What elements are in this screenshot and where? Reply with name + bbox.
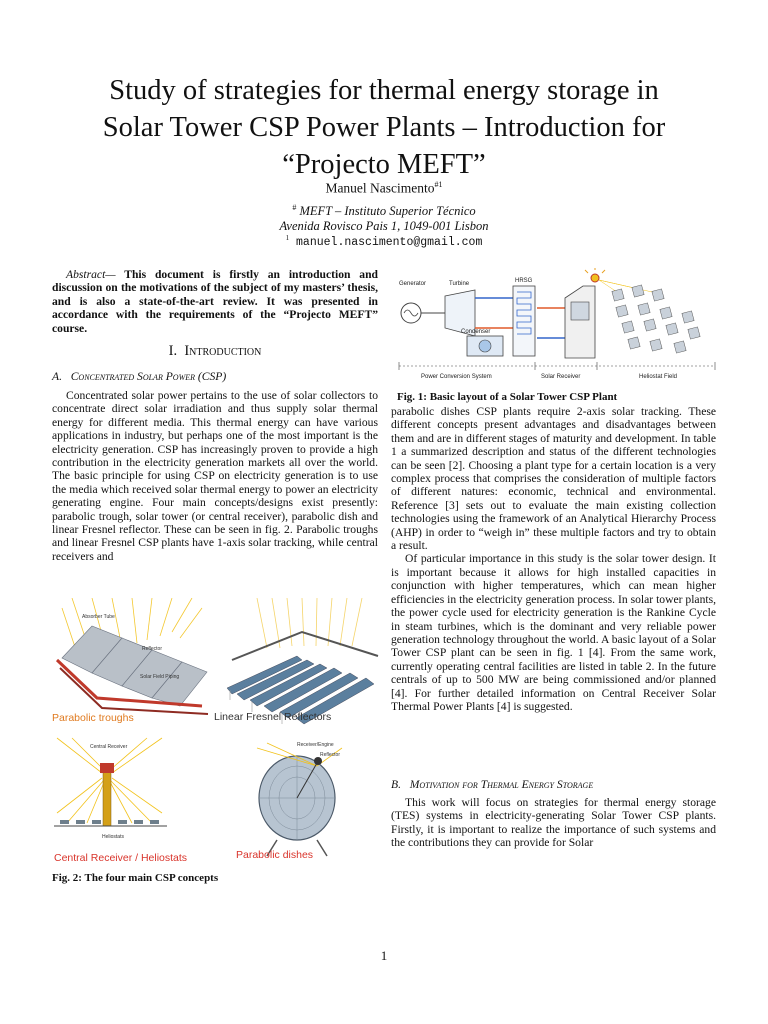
affiliation bbox=[0, 200, 768, 234]
label-solar-field-piping: Solar Field Piping bbox=[140, 674, 180, 680]
email-line bbox=[0, 234, 768, 249]
label-hrsg: HRSG bbox=[515, 278, 533, 284]
right-column-text bbox=[391, 405, 716, 713]
label-linear-fresnel: Linear Fresnel Reflectors bbox=[214, 711, 332, 723]
section-title: Introduction bbox=[184, 343, 262, 359]
subsection-letter: A. bbox=[52, 370, 62, 383]
affil-line-2: Avenida Rovisco Pais 1, 1049-001 Lisbon bbox=[279, 219, 489, 234]
label-turbine: Turbine bbox=[449, 281, 470, 287]
label-receiver-engine: Receiver/Engine bbox=[297, 742, 334, 748]
author-email[interactable]: manuel.nascimento@gmail.com bbox=[296, 235, 483, 249]
paragraph: Concentrated solar power pertains to the use of solar collectors to concentrate direct solar irradiation and thus supply solar thermal energy for different media. This thermal energy can have various applications in industry, but perhaps one of the most important is the electricity generation. CSP has increasingly proven to provide a high contribution in the electricity generation markets all over the world. The basic principle for using CSP on electricity generation is to use the media which received solar thermal energy to power an electricity generating engine. Four main concepts/designs exist presently: parabolic trough, solar tower (or central receiver), parabolic dish and linear Fresnel reflector. These can be seen in fig. 2. Parabolic troughs and linear Fresnel CSP plants have 1-axis solar tracking, while central receivers and bbox=[52, 389, 378, 563]
label-condenser: Condenser bbox=[461, 329, 491, 335]
subsection-heading-csp bbox=[52, 370, 378, 383]
fig1-caption: Fig. 1: Basic layout of a Solar Tower CSP Plant bbox=[397, 391, 618, 403]
abstract-label: Abstract— bbox=[66, 268, 116, 281]
label-generator: Generator bbox=[399, 281, 427, 287]
page-number: 1 bbox=[380, 948, 388, 963]
parabolic-trough-illustration bbox=[52, 598, 208, 724]
section-number: I. bbox=[168, 343, 178, 359]
paragraph: Of particular importance in this study is the solar tower design. It is important because it allows for high installed capacities in conjunction with higher temperatures, which can mean higher efficiencies in the electricity generation process. In solar tower plants, the power cycle used for electricity generation is the Rankine Cycle in steam turbines, which is the dominant and very reliable power generation technology throughout the world. A basic layout of a Solar Tower CSP plant can be seen in fig. 1 [4]. From the same work, currently operating central facilities are listed in table 2. In the future centrals of up to 500 MW are being commissioned and/or planned [4]. For further detailed information on Central Receiver Solar Thermal Power Plants [4] is suggested. bbox=[391, 552, 716, 713]
linear-fresnel-illustration bbox=[214, 598, 378, 724]
label-solar-receiver: Solar Receiver bbox=[541, 374, 581, 380]
fig1-solar-tower-layout bbox=[395, 268, 725, 386]
label-parabolic-troughs: Parabolic troughs bbox=[52, 712, 134, 724]
affil-line-1: MEFT – Instituto Superior Técnico bbox=[299, 204, 476, 219]
label-heliostats-small: Heliostats bbox=[102, 834, 124, 840]
label-reflector-2: Reflector bbox=[320, 752, 341, 758]
subsection-title: Concentrated Solar Power (CSP) bbox=[70, 370, 227, 383]
title-line-1: Study of strategies for thermal energy storage in bbox=[109, 75, 659, 106]
author-mark: #1 bbox=[434, 180, 443, 189]
label-parabolic-dishes: Parabolic dishes bbox=[236, 849, 314, 861]
label-central-receiver-small: Central Receiver bbox=[90, 744, 128, 750]
paragraph: parabolic dishes CSP plants require 2-axis solar tracking. These different concepts present advantages and disadvantages between them and are in different stages of maturity and development. In table 1 a summarized description and status of the different technologies can be seen [2]. Choosing a plant type for a certain location is a very complex process that comprises the consideration of multiple factors of different natures: economic, technical and environmental. Reference [3] sets out to evaluate the main existing collection technologies using the framework of an Analytical Hierarchy Process (AHP) in order to “weigh in” these multiple factors and try to obtain a result. bbox=[391, 405, 716, 553]
subsection-heading-tes bbox=[391, 778, 716, 791]
fig2-caption: Fig. 2: The four main CSP concepts bbox=[52, 872, 219, 884]
abstract bbox=[52, 268, 378, 335]
paragraph: This work will focus on strategies for thermal energy storage (TES) systems in electricity-generating Solar Tower CSP plants. Firstly, it is important to realize the importance of such systems and the contributions they can provide for Solar bbox=[391, 796, 716, 850]
label-heliostat-field: Heliostat Field bbox=[639, 374, 678, 380]
title-line-2: Solar Tower CSP Power Plants – Introduction for bbox=[102, 112, 666, 143]
email-mark: 1 bbox=[285, 234, 290, 242]
subsection-title: Motivation for Thermal Energy Storage bbox=[409, 778, 594, 791]
label-absorber-tube: Absorber Tube bbox=[82, 614, 115, 620]
paper-title bbox=[40, 72, 728, 183]
parabolic-dish-illustration bbox=[236, 742, 342, 861]
abstract-text: This document is firstly an introduction and discussion on the motivations of the subject of my masters’ thesis, and is also a state-of-the-art review. It was presented in accordance with the requirements of the “Projecto MEFT” course. bbox=[52, 268, 378, 335]
affil-mark: # bbox=[292, 203, 297, 212]
author bbox=[0, 180, 768, 197]
fig2-csp-concepts bbox=[52, 598, 382, 870]
label-reflector: Reflector bbox=[142, 646, 163, 652]
label-central-receiver: Central Receiver / Heliostats bbox=[54, 852, 188, 864]
title-line-3: “Projecto MEFT” bbox=[282, 149, 486, 180]
central-receiver-illustration bbox=[54, 738, 187, 864]
subsection-letter: B. bbox=[391, 778, 401, 791]
section-heading-introduction bbox=[52, 343, 378, 360]
label-power-conversion: Power Conversion System bbox=[421, 374, 492, 380]
author-name: Manuel Nascimento bbox=[325, 180, 435, 196]
